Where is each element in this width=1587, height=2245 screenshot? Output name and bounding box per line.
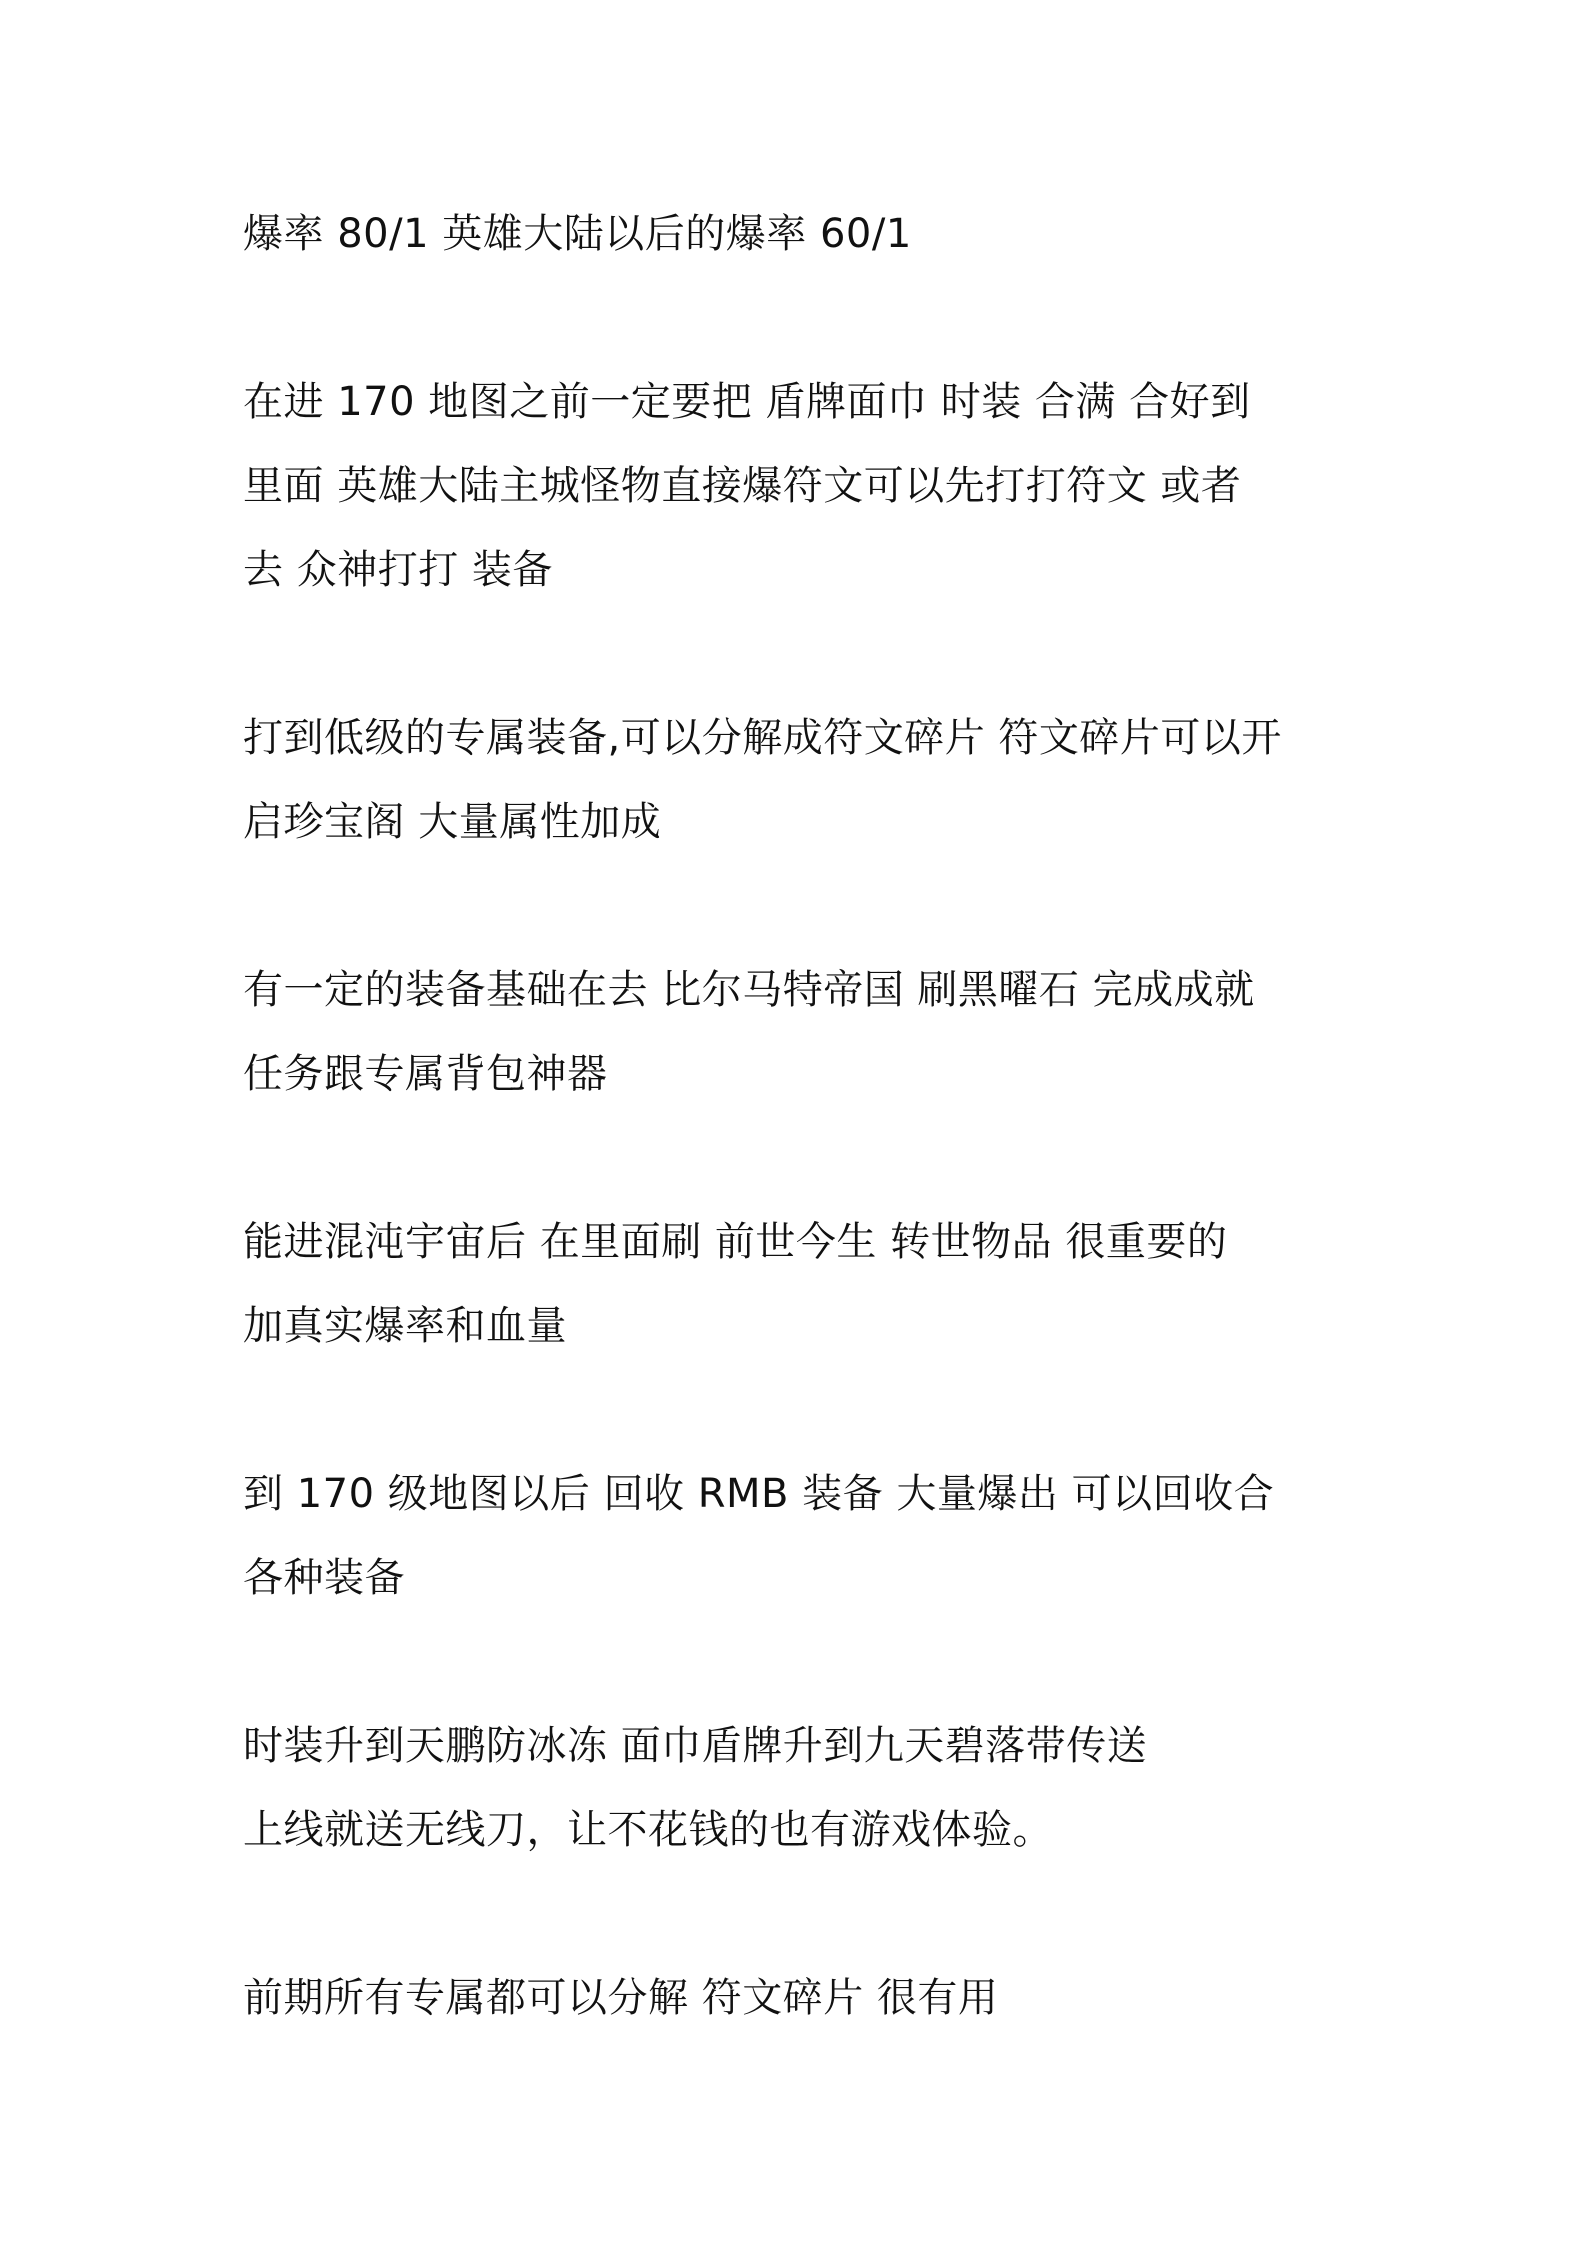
- paragraph-line: 爆率 80/1 英雄大陆以后的爆率 60/1: [243, 211, 912, 257]
- paragraph-fashion-upgrade: [243, 1704, 1363, 1872]
- paragraph-line: 前期所有专属都可以分解 符文碎片 很有用: [243, 1975, 999, 2021]
- paragraph-line: 打到低级的专属装备,可以分解成符文碎片 符文碎片可以开: [243, 715, 1282, 761]
- paragraph-line: 去 众神打打 装备: [243, 547, 553, 593]
- paragraph-line: 时装升到天鹏防冰冻 面巾盾牌升到九天碧落带传送: [243, 1723, 1148, 1769]
- paragraph-line: 上线就送无线刀，让不花钱的也有游戏体验。: [243, 1807, 1053, 1853]
- paragraph-chaos-universe: [243, 1200, 1363, 1368]
- paragraph-line: 加真实爆率和血量: [243, 1303, 567, 1349]
- paragraph-line: 里面 英雄大陆主城怪物直接爆符文可以先打打符文 或者: [243, 463, 1242, 509]
- paragraph-early-exclusive: [243, 1956, 1363, 2040]
- paragraph-line: 各种装备: [243, 1555, 405, 1601]
- paragraph-before-170-map: [243, 360, 1363, 612]
- paragraph-line: 启珍宝阁 大量属性加成: [243, 799, 662, 845]
- paragraph-line: 在进 170 地图之前一定要把 盾牌面巾 时装 合满 合好到: [243, 379, 1251, 425]
- paragraph-equipment-foundation: [243, 948, 1363, 1116]
- paragraph-line: 能进混沌宇宙后 在里面刷 前世今生 转世物品 很重要的: [243, 1219, 1228, 1265]
- paragraph-drop-rate: [243, 192, 1363, 276]
- paragraph-recycle-rmb: [243, 1452, 1363, 1620]
- paragraph-line: 到 170 级地图以后 回收 RMB 装备 大量爆出 可以回收合: [243, 1471, 1275, 1517]
- paragraph-line: 有一定的装备基础在去 比尔马特帝国 刷黑曜石 完成成就: [243, 967, 1255, 1013]
- paragraph-line: 任务跟专属背包神器: [243, 1051, 608, 1097]
- paragraph-rune-fragments: [243, 696, 1363, 864]
